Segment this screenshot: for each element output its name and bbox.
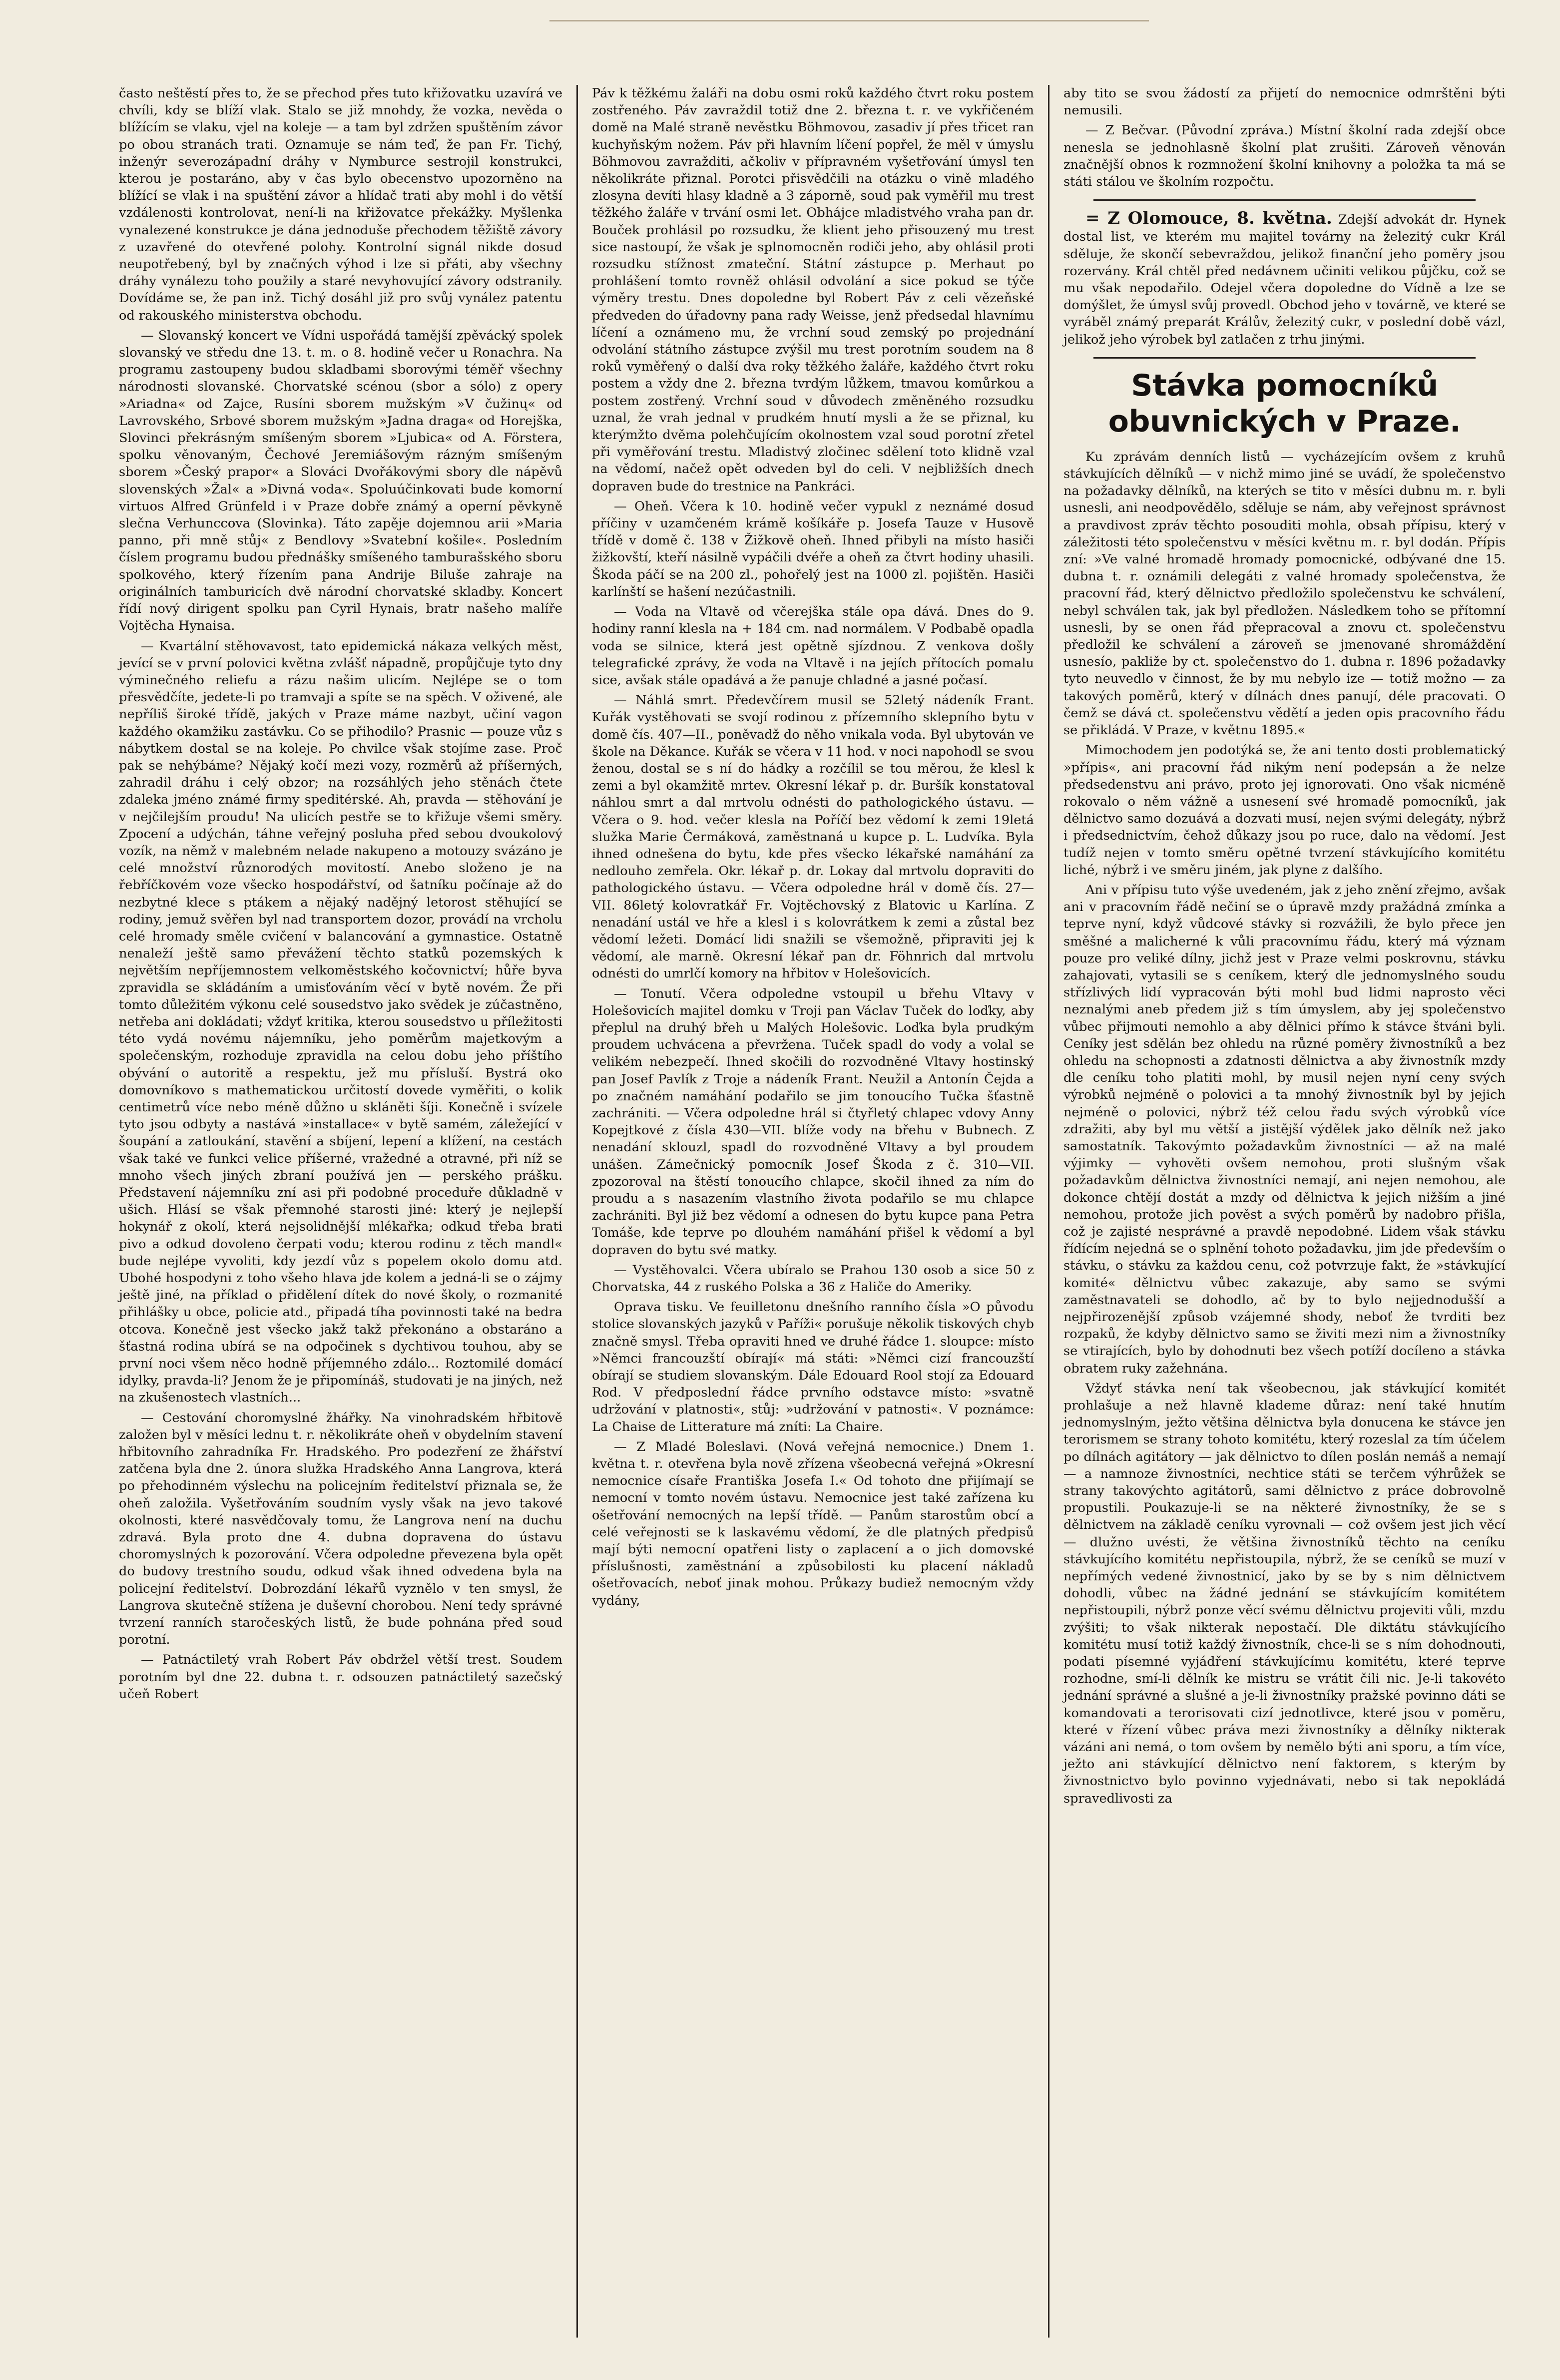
article-paragraph: Ani v přípisu tuto výše uvedeném, jak z jeho znění zřejmo, avšak ani v pracovním řádě nečiní se o úpravě mzdy pražádná zmínka a teprve nyní, když vůdcové stávky si rozvážili, že bylo přece jen směšné a malicherné k vůli pracovnímu řádu, který má význam pouze pro veliké dílny, jichž jest v Praze velmi poskrovnu, stávku zahajovati, vytasili se s ceníkem, který dle jednomyslného soudu střízlivých lidí vypracován býti mohl bud lidmi naprosto věci neznalými aneb předem již s tím úmyslem, aby jej společenstvo vůbec přijmouti nemohlo a aby dělnici přímo k stávce štváni byli. Ceníky jest sdělán bez ohledu na různé poměry živnostníků a bez ohledu na schopnosti a zdatnosti dělnictva a aby živnostník mzdy dle ceníku toho platiti mohl, by musil nejen nyní ceny svých výrobků nejméně o polovici a ta mnohý živnostník byl by jejich nejméně o polovici, nýbrž též celou řadu svých výrobků více zdražiti, aby byl mu větší a jistější výdělek jako dělník než jako samostatník. Takovýmto požadavkům živnostníci — až na malé výjimky — vyhověti ovšem nemohou, proti slušným však požadavkům dělnictva živnostníci nemají, ani nejen nemohou, ale dokonce chtějí dostát a mzdy od dělnictva k jejich nižším a jiné nemohou, protože jich pověst a svých poměrů by nadobro přišla, což je zajisté nesprávné a pravdě nepodobné. Lidem však stávku řídícím nejedná se o splnění tohoto požadavku, jim jde především o stávku, o stávku za každou cenu, což potvrzuje fakt, že »stávkující komité« dělnictvu vůbec zakazuje, aby samo se svými zaměstnavateli se dohodlo, ač by to bylo nejjednodušší a nejpřirozenější způsob vzájemné shody, neboť že tvrditi bez rozpaků, že kdyby dělnictvo samo se živiti mezi nim a živnostníky se vtirajících, bylo by dohodnuti bez všech potíží docíleno a stávka obratem ruky zažehnána.	[1063, 882, 1506, 1376]
article-paragraph: často neštěstí přes to, že se přechod přes tuto křižovatku uzavírá ve chvíli, kdy se blíží vlak. Stalo se již mnohdy, že vozka, nevěda o blížícím se vlaku, vjel na koleje — a tam byl zdržen spuštěním závor po obou stranách trati. Oznamuje se nám teď, že pan Fr. Tichý, inženýr severozápadní dráhy v Nymburce sestrojil konstrukci, kterou je postaráno, aby v čas bylo obecenstvo upozorněno na blížící se vlak i na spuštění závor a hlídač trati aby mohl i do větší vzdálenosti kontrolovat, není-li na křižovatce překážky. Myšlenka vynalezené konstrukce je dána jednoduše přechodem těžiště závory z uzavřené do otevřené polohy. Kontrolní signál nikde dosud neupotřebený, byl by značných výhod i lze si přáti, aby všechny dráhy vynálezu toho použily a staré nevyhovující závory odstranily. Dovídáme se, že pan inž. Tichý dosáhl již pro svůj vynález patentu od rakouského ministerstva obchodu.	[119, 86, 562, 323]
article-paragraph: — Patnáctiletý vrah Robert Páv obdržel větší trest. Soudem porotním byl dne 22. dubna t. r. odsouzen patnáctiletý sazečský učeň Robert	[119, 1652, 562, 1702]
article-paragraph: — Oheň. Včera k 10. hodině večer vypukl z neznámé dosud příčiny v uzamčeném krámě košíkáře p. Josefa Tauze v Husově třídě v domě č. 138 v Žižkově oheň. Ihned přibyli na místo hasiči žižkovští, kteří násilně vypáčili dvéře a oheň za čtvrt hodiny uhasili. Škoda páčí se na 200 zl., pohořelý jest na 1000 zl. pojištěn. Hasiči karlínští se hašení nezúčastnili.	[592, 498, 1034, 599]
dateline-body: Zdejší advokát dr. Hynek dostal list, ve kterém mu majitel továrny na železitý cukr Král sděluje, že skončí sebevraždou, jelikož finanční jeho poměry jsou rozervány. Král chtěl před nedávnem učiniti velikou půjčku, což se mu však nepodařilo. Odejel včera dopoledne do Vídně a lze se domýšlet, že úmysl svůj provedl. Obchod jeho v továrně, ve které se vyráběl známý preparát Králův, železitý cukr, v poslední době vázl, jelikož jeho výrobek byl zatlačen z trhu jinými.	[1063, 212, 1506, 347]
article-paragraph: — Vystěhovalci. Včera ubíralo se Prahou 130 osob a sice 50 z Chorvatska, 44 z ruského Polska a 36 z Haliče do Ameriky.	[592, 1262, 1034, 1295]
dateline: = Z Olomouce, 8. května.	[1085, 208, 1332, 229]
article-paragraph: Ku zprávám denních listů — vycházejícím ovšem z kruhů stávkujících dělníků — v nichž mimo jiné se uvádí, že společenstvo na požadavky dělníků, na kterých se tito v měsíci dubnu m. r. byli usnesli, ani neodpovědělo, sděluje se nám, aby veřejnost správnost a pravdivost zpráv těchto posouditi mohla, obsah přípisu, který v záležitosti této společenstvu v měsíci květnu m. r. byl dodán. Přípis zní: »Ve valné hromadě hromady pomocnické, odbývané dne 15. dubna t. r. oznámili delegáti z valné hromady společenstva, že pracovní řád, který dělnictvo předložilo společenstvu ke schválení, nebyl schválen tak, jak byl předložen. Následkem toho se přítomní usnesli, by se onen řád přepracoval a znovu ct. společenstvu předložil ke schválení a zároveň se jmenované shromáždění usnesío, pakliže by ct. společenstvo do 1. dubna r. 1896 požadavky tyto neuvedlo v činnost, že by mu nebylo ize — totiž možno — za takových poměrů, který v dílnách dnes panují, déle pracovati. O čemž se dává ct. společenstvu vědětí a jeden opis pracovního řádu se přikládá. V Praze, v květnu 1895.«	[1063, 449, 1506, 738]
column-2	[576, 85, 1048, 2338]
article-paragraph: — Cestování choromyslné žhářky. Na vinohradském hřbitově založen byl v měsíci lednu t. r. několikráte oheň v obydelním stavení hřbitovního zahradníka Fr. Hradského. Pro podezření ze žhářství zatčena byla dne 2. února služka Hradského Anna Langrova, která po přehodinném výslechu na policejním ředitelství přiznala se, že oheň založila. Vyšetřováním soudním vysly však na jevo takové okolnosti, které nasvědčovaly tomu, že Langrova není na duchu zdravá. Byla proto dne 4. dubna dopravena do ústavu choromyslných k pozorování. Včera odpoledne převezena byla opět do budovy trestního soudu, odkud však ihned odvedena byla na policejní ředitelství. Dobrozdání lékařů vyznělo v ten smysl, že Langrova skutečně stížena je duševní chorobou. Není tedy správné tvrzení ranních staročeských listů, že bude pohnána před soud porotní.	[119, 1410, 562, 1648]
article-paragraph: — Z Mladé Boleslavi. (Nová veřejná nemocnice.) Dnem 1. května t. r. otevřena byla nově zřízena všeobecná veřejná »Okresní nemocnice císaře Františka Josefa I.« Od tohoto dne přijímají se nemocní v tomto novém ústavu. Nemocnice jest také zařízena ku ošetřování nemocných na lepší třídě. — Panům starostům obcí a celé veřejnosti se k laskavému vědomí, že dle platných předpisů mají býti nemocní opatřeni listy o zaplacení a o jich domovské příslušnosti, zaměstnání a způsobilosti ku placení nákladů ošetřovacích, neboť jinak mohou. Průkazy budiež nemocným vždy vydány,	[592, 1439, 1034, 1608]
article-headline: Stávka pomocníků obuvnických v Praze.	[1108, 368, 1461, 439]
article-paragraph: aby tito se svou žádostí za přijetí do nemocnice odmrštěni býti nemusili.	[1063, 86, 1506, 118]
column-3	[1048, 85, 1520, 2338]
dateline-paragraph	[1063, 210, 1506, 348]
article-paragraph: — Z Bečvar. (Původní zpráva.) Místní školní rada zdejší obce nenesla se jednohlasně školní plat zrušiti. Zároveň věnován značnější obnos k rozmnožení školní knihovny a položka ta má se státi stálou ve školním rozpočtu.	[1063, 123, 1506, 190]
columns	[105, 85, 1520, 2338]
article-paragraph: — Kvartální stěhovavost, tato epidemická nákaza velkých měst, jevící se v první polovici května zvlášť nápadně, propůjčuje tyto dny výminečného reliefu a rázu našim ulicím. Nejlépe se o tom přesvědčíte, jedete-li po tramvaji a spíte se na spěch. V oživené, ale nepříliš široké třídě, jakých v Praze máme nazbyt, učiní vagon každého okamžiku zastávku. Co se přihodilo? Prasnic — pouze vůz s nábytkem dostal se na koleje. Po chvilce však stojíme zase. Proč pak se nehýbáme? Nějaký kočí mezi vozy, rozměrů až příšerných, zahradil dráhu i celý obzor; na rozsáhlých jeho stěnách čtete zdaleka jméno známé firmy speditérské. Ah, pravda — stěhování je v nejčilejším proudu! Na ulicích pestře se to křižuje všemi směry. Zpocení a udýchán, táhne veřejný posluha před sebou dvoukolový vozík, na němž v malebném nelade nakupeno a motouzy svázáno je celé množství různorodých movitostí. Anebo složeno je na řebříčkovém voze všecko hospodářství, od šatníku počínaje až do nezbytné klece s ptákem a nějaký nadějný letorost stěhující se rodiny, jemuž svěřen byl nad transportem dozor, provádí na vrcholu celé hromady směle cvičení v balancování a gymnastice. Ostatně nenaleží ještě samo převážení těchto statků pozemských k největším nepříjemnostem velkoměstského kočovnictví; hůře byva zpravidla se skládáním a umisťováním věcí v bytě novém. Že při tomto důležitém výkonu celé sousedstvo jako svědek je zúčastněno, netřeba ani dokládati; vždyť kritika, kterou sousedstvo u příležitosti této vydá novému nájemníku, jeho poměrům majetkovým a společenským, rozhoduje zpravidla na celou dobu jeho příštího obývání o autoritě a respektu, jež mu přísluší. Bystrá oko domovníkovo s mathematickou určitostí dovede vyměřiti, o kolik centimetrů více nebo méně důžno u skláněti šíji. Konečně i svízele tyto jsou odbyty a nastává »installace« v bytě samém, záležející v šoupání a zatloukání, stavění a sbíjení, lepení a klížení, na cestách však také ve funkci velice příšerné, vražedné a otravné, při níž se mnoho všech jiných zbraní používá jen — perského prášku. Představení nájemníku zní asi při podobné proceduře důkladně v ušich. Hlásí se však přemnohé starosti jiné: který je nejlepší hokynář z okolí, která nejsolidnější mlékařka; odkud třeba brati pivo a odkud dovoleno čerpati vodu; kterou rodinu z těch mandl« bude nejlépe vyvoliti, kdy jezdí vůz s popelem okolo domu atd. Ubohé hospodyni z toho všeho hlava jde kolem a jedná-li se o zájmy ještě jiné, na příklad o přidělení dítek do nové školy, o rozmanité přihlášky u obce, policie atd., připadá tíha povinnosti také na bedra otcova. Konečně jest všecko jakž takž překonáno a obstaráno a šťastná rodina ubírá se na odpočinek s dychtivou touhou, aby se první noci všem něco hodně příjemného zdálo... Roztomilé domácí idylky, pravda-li? Jenom že je připomínáš, studovati je na jiných, než na zkušenostech vlastních...	[119, 638, 562, 1406]
column-1	[105, 85, 576, 2338]
article-paragraph: — Voda na Vltavě od včerejška stále opa dává. Dnes do 9. hodiny ranní klesla na + 184 cm. nad normálem. V Podbabě opadla voda se silnice, která jest opětně sjízdnou. Z venkova došly telegrafické zprávy, že voda na Vltavě i na jejích přítocích pomalu sice, avšak stále opadává a že panuje chladné a jasné počasí.	[592, 604, 1034, 688]
article-paragraph: — Tonutí. Včera odpoledne vstoupil u břehu Vltavy v Holešovicích majitel domku v Troji pan Václav Tuček do loďky, aby přeplul na druhý břeh u Malých Holešovic. Loďka byla prudkým proudem uchvácena a převržena. Tuček spadl do vody a volal se velikém nebezpečí. Ihned skočili do rozvodněné Vltavy hostinský pan Josef Pavlík z Troje a nádeník Frant. Neužil a Antonín Čejda a po značném namáhání podařilo se jim tonoucího Tučka šťastně zachrániti. — Včera odpoledne hrál si čtyřletý chlapec vdovy Anny Kopejtkové z čísla 430—VII. blíže vody na břehu v Bubnech. Z nenadání sklouzl, spadl do rozvodněné Vltavy a byl proudem unášen. Zámečnický pomocník Josef Škoda z č. 310—VII. zpozoroval na štěstí tonoucího chlapce, skočil ihned za ním do proudu a s nasazením vlastního života podařilo se mu chlapce zachrániti. Byl již bez vědomí a odnesen do bytu kupce pana Petra Tomáše, kde teprve po dlouhém namáhání přišel k vědomí a byl dopraven do bytu své matky.	[592, 986, 1034, 1258]
article-paragraph: Mimochodem jen podotýká se, že ani tento dosti problematický »přípis«, ani pracovní řád nikým není podepsán a že nelze předsedenstvu ani právo, proto jej ignorovati. Ono však nicméně rokovalo o něm vážně a usnesení své hromadě pomocníků, jak dělnictvo samo dozuává a dozvati musí, nejen svými delegáty, nýbrž i předsednictvím, čehož důkazy jsou po ruce, dalo na vědomí. Jest tudíž nejen v tomto směru opětné tvrzení stávkujícího komitétu liché, nýbrž i ve směru jiném, jak plyne z dalšího.	[1063, 743, 1506, 878]
paper-fold-mark	[549, 20, 1149, 41]
section-divider	[1093, 199, 1476, 201]
section-divider	[1093, 357, 1476, 359]
article-paragraph: Páv k těžkému žaláři na dobu osmi roků každého čtvrt roku postem zostřeného. Páv zavraždil totiž dne 2. března t. r. ve vykřičeném domě na Malé straně nevěstku Böhmovou, zasadiv jí přes třicet ran kuchyňským nožem. Páv při hlavním líčení popřel, že měl v úmyslu Böhmovou zavražditi, ačkoliv v přípravném vyšetřování úmysl ten několikráte přiznal. Porotci přisvědčili na otázku o vině mladého zlosyna devíti hlasy kladně a 3 záporně, soud pak vyměřil mu trest těžkého žaláře v trvání osmi let. Obhájce mladistvého vraha pan dr. Bouček prohlásil po rozsudku, že klient jeho přisouzený mu trest sice nastoupí, že však je splnomocněn rodiči jeho, aby ohlásil proti rozsudku stížnost zmateční. Státní zástupce p. Merhaut po prohlášení tomto rovněž ohlásil odvolání a sice pokud se týče výměry trestu. Dnes dopoledne byl Robert Páv z celi vězeňské předveden do úřadovny pana rady Weisse, jenž předsedal hlavnímu líčení a oznámeno mu, že vrchní soud zemský po projednání odvolání státního zástupce zvýšil mu trest porotním soudem na 8 roků vyměřený o další dva roky těžkého žaláře, každého čtvrt roku postem a vždy dne 2. března tvrdým lůžkem, tmavou komůrkou a postem zostřený. Vrchní soud v důvodech změněného rozsudku uznal, že vrah jednal v prudkém hnutí mysli a že se přiznal, ku kterýmžto dvěma polehčujícím okolnostem vzal soud porotní zřetel při vyměřování trestu. Mladistvý zločinec sdělení toto klidně vzal na vědomí, načež opět odveden byl do celi. V nejbližších dnech dopraven bude do trestnice na Pankráci.	[592, 86, 1034, 494]
article-paragraph: — Náhlá smrt. Předevčírem musil se 52letý nádeník Frant. Kuřák vystěhovati se svojí rodinou z přízemního sklepního bytu v domě čís. 407—II., poněvadž do něho vnikala voda. Byl ubytován ve škole na Děkance. Kuřák se včera v 11 hod. v noci napohodl se svou ženou, dostal se s ní do hádky a rozčílil se tou měrou, že klesl k zemi a byl okamžitě mrtev. Okresní lékař p. dr. Buršík konstatoval náhlou smrt a dal mrtvolu odnésti do pathologického ústavu. — Včera o 9. hod. večer klesla na Poříčí bez vědomí k zemi 19letá služka Marie Čermáková, zaměstnaná u kupce p. L. Ludvíka. Byla ihned odnešena do bytu, kde přes všecko lékařské namáhání za nedlouho zemřela. Okr. lékař p. dr. Lokay dal mrtvolu dopraviti do pathologického ústavu. — Včera odpoledne hrál v domě čís. 27—VII. 86letý kolovratkář Fr. Vojtěchovský z Blatovic u Karlína. Z nenadání ustál ve hře a klesl i s kolovrátkem k zemi a zůstal bez vědomí ležeti. Domácí lidi snažili se všemožně, připraviti jej k vědomí, ale marně. Okresní lékař pan dr. Föhnrich dal mrtvolu odnésti do umrlčí komory na hřbitov v Holešovicích.	[592, 693, 1034, 981]
article-paragraph: — Slovanský koncert ve Vídni uspořádá tamější zpěvácký spolek slovanský ve středu dne 13. t. m. o 8. hodině večer u Ronachra. Na programu zastoupeny budou skladbami sborovými téměř všechny národnosti slovanské. Chorvatské scénou (sbor a sólo) z opery »Ariadna« od Zajce, Rusíni sborem mužským »V čužinų« od Lavrovského, Srbové sborem mužským »Jadna draga« od Horejška, Slovinci překrásným smíšeným sborem »Ljubica« od A. Förstera, spolku věnovaným, Čechové Jeremiášovým rázným smíšeným sborem »Český prapor« a Slováci Dvořákovými sbory dle nápěvů slovenských »Žal« a »Divná voda«. Spoluúčinkovati bude komorní virtuos Alfred Grünfeld i v Praze dobře známý a operní pěvkyně slečna Verhunccova (Slovinka). Táto zapěje dojemnou arii »Maria panno, při mně stůj« z Bendlovy »Svatební košile«. Posledním číslem programu budou přednášky smíšeného tamburašského sboru spolkového, který řízením pana Andrije Biluše zahraje na originálních tamburicích dvě národní chorvatské skladby. Koncert řídí nový dirigent spolku pan Cyril Hynais, bratr našeho malíře Vojtěcha Hynaisa.	[119, 328, 562, 634]
article-paragraph: Vždyť stávka není tak všeobecnou, jak stávkující komitét prohlašuje a než hlavně klademe důraz: není také hnutím jednomyslným, ježto většina dělnictva byla donucena ke stávce jen terorismem se strany tohoto komitétu, který rozeslal za tím účelem po dílnách agitátory — jak dělnictvo to dílen poslán nemáš a nemají — a namnoze živnostníci, nechtice státi se terčem výhrůžek se strany takovýchto agitátorů, sami dělnictvo z práce dobrovolně propustili. Poukazuje-li se na některé živnostníky, že se s dělnictvem na základě ceníku vyrovnali — což ovšem jest jich věcí — dlužno uvésti, že většina živnostníků těchto na ceníku stávkujícího komitétu nepřistoupila, nýbrž, že se ceníků se muzí v nepřímých vedené živnostnicí, jako by se by s nim dělnictvem dohodli, vůbec na žádné jednání se stávkujícím komitétem nepřistoupili, nýbrž ponze věcí svému dělnictvu projeviti vůli, mzdu zvýšiti; to však nikterak nepostačí. Dle diktátu stávkujícího komitétu musí totiž každý živnostník, chce-li se s ním dohodnouti, podati písemné vyjádření stávkujícímu komitétu, které teprve rozhodne, smí-li dělník ke mistru se vrátit čili nic. Je-li takovéto jednání správné a slušné a je-li živnostníky pražské povinno dáti se komandovati a terorisovati cizí jednotlivce, které jsou v poměru, které v řízení vůbec práva mezi živnostníky a dělníky nikterak vázáni ani nemá, o tom ovšem by nemělo býti ani sporu, a tím více, ježto ani stávkující dělnictvo není faktorem, s kterým by živnostnictvo bylo povinno vyjednávati, nebo si tak nepokládá spravedlivosti za	[1063, 1381, 1506, 1806]
article-paragraph: Oprava tisku. Ve feuilletonu dnešního ranního čísla »O původu stolice slovanských jazyků v Paříži« porušuje několik tiskových chyb značně smysl. Třeba opraviti hned ve druhé řádce 1. sloupce: místo »Němci francouzští obírají« má státi: »Němci cizí francouzští obírají se studiem slovanským. Dále Edouard Rool stojí za Edouard Rod. V předposlední řádce prvního odstavce místo: »svatně udržování v platnosti«, stůj: »udržování v patnosti«. V poznámce: La Chaise de Litterature má zníti: La Chaire.	[592, 1300, 1034, 1434]
